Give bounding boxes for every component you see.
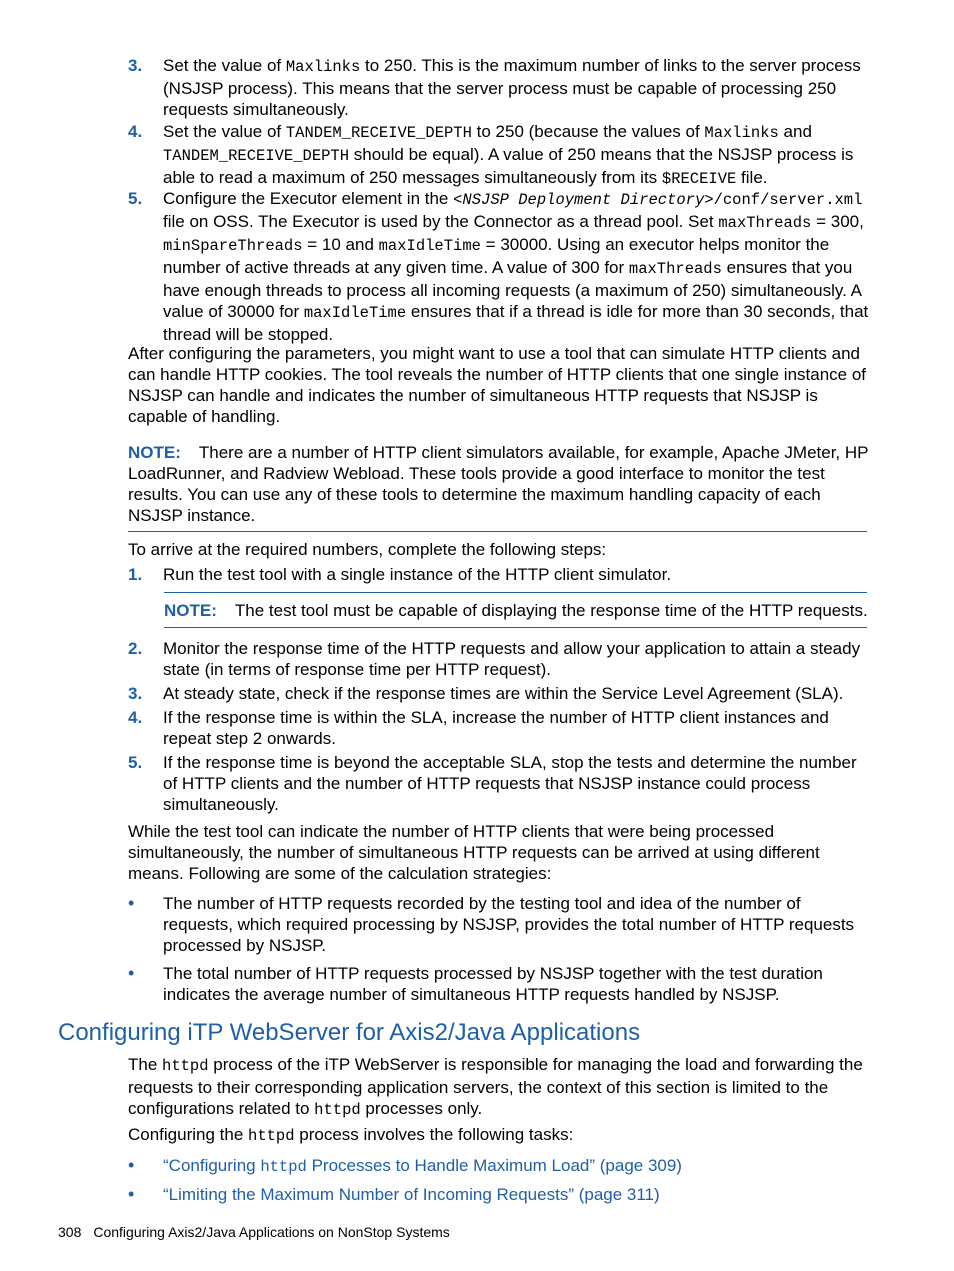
step-5-executor xyxy=(128,188,869,345)
step-number: 5. xyxy=(128,753,143,772)
bullet-item xyxy=(128,893,869,956)
bullet-text: The total number of HTTP requests processed by NSJSP together with the test duration indicates the average number of simultaneous HTTP requests handled by NSJSP. xyxy=(163,964,823,1004)
bullet-icon: • xyxy=(128,893,135,913)
inline-code: minSpareThreads xyxy=(163,237,303,255)
step-4-receive-depth xyxy=(128,121,869,190)
step-number: 1. xyxy=(128,565,143,584)
section-paragraph-tasks: Configuring the httpd process involves the following tasks: xyxy=(128,1125,574,1145)
inline-code: $RECEIVE xyxy=(661,170,737,188)
step-2-monitor xyxy=(128,638,869,680)
step-4-within-sla xyxy=(128,707,869,749)
page-number: 308 xyxy=(58,1224,82,1240)
step-text: Monitor the response time of the HTTP requests and allow your application to attain a steady state (in terms of response time per HTTP request). xyxy=(163,639,861,679)
inline-code: maxThreads xyxy=(628,260,722,278)
inline-code: TANDEM_RECEIVE_DEPTH xyxy=(285,124,472,142)
note-divider xyxy=(128,531,867,532)
step-number: 3. xyxy=(128,56,143,75)
inline-code: httpd xyxy=(260,1158,307,1176)
section-heading: Configuring iTP WebServer for Axis2/Java Applications xyxy=(58,1019,641,1046)
link-configuring-httpd-processes[interactable]: “Configuring httpd Processes to Handle Maximum Load” (page 309) xyxy=(163,1156,682,1176)
bullet-icon: • xyxy=(128,1184,135,1204)
step-1-run-tool xyxy=(128,564,869,585)
step-text: Set the value of TANDEM_RECEIVE_DEPTH to 250 (because the values of Maxlinks and TANDEM_RECEIVE_DEPTH should be equal). A value of 250 means that the NSJSP process is able to read a maximum of 250 messages simultaneously from its $RECEIVE file. xyxy=(163,122,854,188)
bullet-text: The number of HTTP requests recorded by the testing tool and idea of the number of requests, which required processing by NSJSP, provides the total number of HTTP requests processed by NSJSP. xyxy=(163,894,855,955)
step-text: Run the test tool with a single instance of the HTTP client simulator. xyxy=(163,565,672,584)
step-number: 4. xyxy=(128,708,143,727)
paragraph-calculation-strategies: While the test tool can indicate the number of HTTP clients that were being processed simultaneously, the number of simultaneous HTTP requests can be arrived at using different means. Following are some of the calculation strategies: xyxy=(128,822,820,883)
inline-code: Maxlinks xyxy=(704,124,779,142)
inline-code: TANDEM_RECEIVE_DEPTH xyxy=(163,147,350,165)
inline-code: maxIdleTime xyxy=(303,304,407,322)
page-footer xyxy=(58,1222,450,1242)
inline-code: httpd xyxy=(162,1057,209,1075)
paragraph-arrive: To arrive at the required numbers, complete the following steps: xyxy=(128,540,607,559)
step-text: Set the value of Maxlinks to 250. This is the maximum number of links to the server process (NSJSP process). This means that the server process must be capable of processing 250 requests simultaneously. xyxy=(163,56,861,119)
link-item xyxy=(128,1184,869,1205)
step-text: If the response time is beyond the acceptable SLA, stop the tests and determine the number of HTTP clients and the number of HTTP requests that NSJSP instance could process simultaneously. xyxy=(163,753,857,814)
step-number: 4. xyxy=(128,122,143,141)
step-3-maxlinks xyxy=(128,55,869,120)
bullet-item xyxy=(128,963,869,1005)
inline-code: maxThreads xyxy=(718,214,812,232)
step-number: 3. xyxy=(128,684,143,703)
note-divider-top xyxy=(164,592,867,593)
step-text: If the response time is within the SLA, increase the number of HTTP client instances and repeat step 2 onwards. xyxy=(163,708,829,748)
step-3-steady-state xyxy=(128,683,869,704)
note-label: NOTE: xyxy=(128,443,181,462)
step-text: Configure the Executor element in the <NSJSP Deployment Directory>/conf/server.xml file on OSS. The Executor is used by the Connector as a thread pool. Set maxThreads = 300, minSpareThreads = 10 and maxIdleTime = 30000. Using an executor helps monitor the number of active threads at any given time. A value of 300 for maxThreads ensures that you have enough threads to process all incoming requests (a maximum of 250) simultaneously. A value of 30000 for maxIdleTime ensures that if a thread is idle for more than 30 seconds, that thread will be stopped. xyxy=(163,189,869,344)
step-text: At steady state, check if the response times are within the Service Level Agreement (SLA). xyxy=(163,684,844,703)
inline-code: maxIdleTime xyxy=(378,237,481,255)
link-item xyxy=(128,1155,869,1178)
step-number: 5. xyxy=(128,189,143,208)
inline-code: httpd xyxy=(314,1101,361,1119)
inline-code: Maxlinks xyxy=(285,58,361,76)
inline-code: httpd xyxy=(248,1127,295,1145)
note-text: There are a number of HTTP client simulators available, for example, Apache JMeter, HP LoadRunner, and Radview Webload. These tools provide a good interface to monitor the test results. You can use any of these tools to determine the maximum handling capacity of each NSJSP instance. xyxy=(128,443,869,525)
bullet-icon: • xyxy=(128,1155,135,1175)
note-response-time xyxy=(164,600,869,621)
inline-code: /conf/server.xml xyxy=(713,191,863,209)
bullet-icon: • xyxy=(128,963,135,983)
inline-code-placeholder: <NSJSP Deployment Directory> xyxy=(453,191,714,209)
note-divider-bottom xyxy=(164,627,867,628)
step-number: 2. xyxy=(128,639,143,658)
note-simulators xyxy=(128,442,869,526)
note-text: The test tool must be capable of displaying the response time of the HTTP requests. xyxy=(234,601,868,620)
step-5-beyond-sla xyxy=(128,752,869,815)
section-paragraph-httpd: The httpd process of the iTP WebServer is responsible for managing the load and forwarding the requests to their corresponding application servers, the context of this section is limited to the configurations related to httpd processes only. xyxy=(128,1055,863,1119)
paragraph-after-config: After configuring the parameters, you might want to use a tool that can simulate HTTP clients and can handle HTTP cookies. The tool reveals the number of HTTP clients that one single instance of NSJSP can handle and indicates the number of simultaneous HTTP requests that NSJSP is capable of handling. xyxy=(128,344,867,426)
link-limiting-incoming-requests[interactable]: “Limiting the Maximum Number of Incoming Requests” (page 311) xyxy=(163,1185,660,1204)
note-label: NOTE: xyxy=(164,601,217,620)
footer-title: Configuring Axis2/Java Applications on NonStop Systems xyxy=(93,1224,450,1240)
